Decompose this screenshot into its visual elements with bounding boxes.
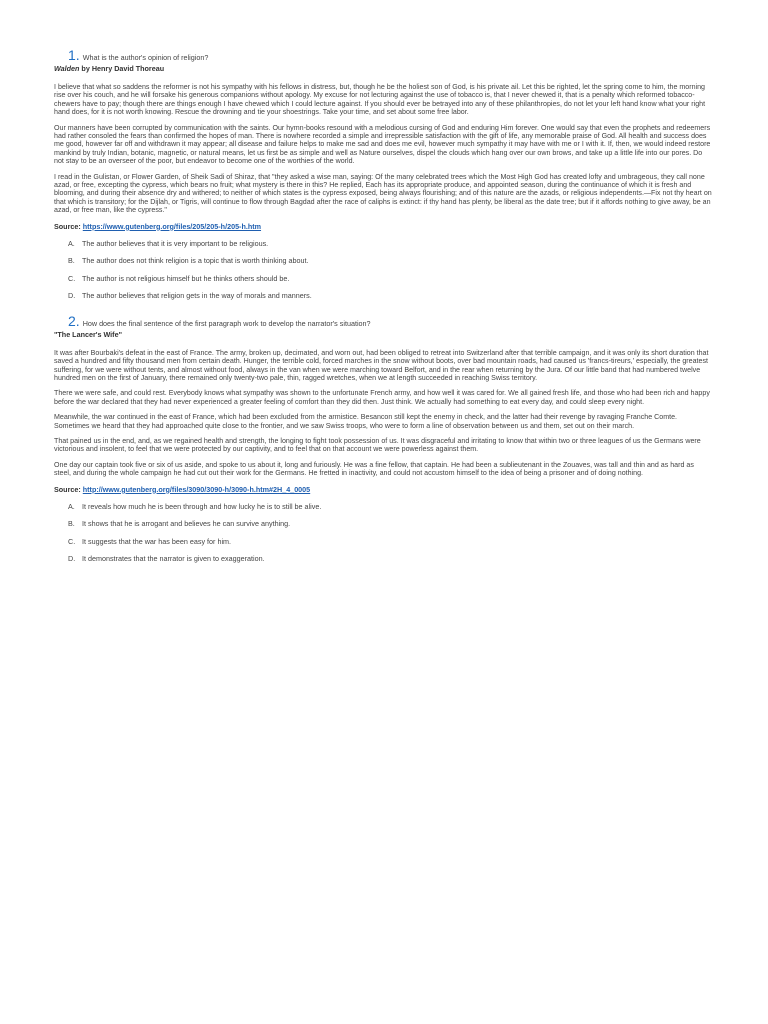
passage-paragraph: I read in the Gulistan, or Flower Garden, of Sheik Sadi of Shiraz, that "they asked a wise man, saying: Of the many celebrated trees which the Most High God has created lofty and umbrageous, they call none azad, or free, excepting the cypress, which bears no fruit; what mystery is there in this? He replied, Each has its appropriate produce, and appointed season, during the continuance of which it is fresh and blooming, and during their absence dry and withered; to neither of which states is the cypress exposed, being always flourishing; and of this nature are the azads, or religious independents.—Fix not thy heart on that which is transitory; for the Dijlah, or Tigris, will continue to flow through Bagdad after the race of caliphs is extinct: if thy hand has plenty, be liberal as the date tree; but if it affords nothing to give away, be an azad, or free man, like the cypress." [54, 172, 712, 215]
source-line [54, 222, 712, 231]
choice-letter: C. [68, 536, 76, 546]
answer-choice[interactable] [68, 292, 712, 301]
answer-choice[interactable] [68, 555, 712, 564]
passage-paragraph: I believe that what so saddens the reformer is not his sympathy with his fellows in distress, but, though he be the holiest son of God, is his private ail. Let this be righted, let the spring come to him, the morning rise over his couch, and he will forsake his generous companions without apology. My excuse for not lecturing against the use of tobacco is, that I never chewed it, that is a penalty which reformed tobacco-chewers have to pay; though there are things enough I have chewed which I could lecture against. If you should ever be betrayed into any of these philanthropies, do not let your left hand know what your right hand does, for it is not worth knowing. Rescue the drowning and tie your shoestrings. Take your time, and set about some free labor. [54, 83, 706, 117]
source-link[interactable]: https://www.gutenberg.org/files/205/205-h/205-h.htm [82, 221, 262, 231]
question-header [68, 312, 712, 330]
passage-paragraph: Meanwhile, the war continued in the east of France, which had been excluded from the armistice. Besancon still kept the enemy in check, and the latter had their revenge by ravaging Franche Comte. Sometimes we heard that they had approached quite close to the frontier, and we saw Swiss troops, who were to form a line of observation between us and them, set out on their march. [54, 413, 678, 430]
question-1 [54, 49, 712, 301]
answer-choice[interactable] [68, 538, 712, 547]
choice-text: The author is not religious himself but he thinks others should be. [82, 273, 290, 283]
choice-letter: B. [68, 519, 75, 529]
answer-choices [54, 240, 712, 301]
choice-letter: B. [68, 256, 75, 266]
work-title [54, 330, 712, 339]
choice-letter: D. [68, 554, 76, 564]
question-number: 2. [68, 312, 80, 329]
answer-choice[interactable] [68, 257, 712, 266]
question-number: 1. [68, 47, 80, 63]
choice-text: It demonstrates that the narrator is given to exaggeration. [82, 554, 265, 564]
choice-letter: A. [68, 238, 75, 248]
answer-choice[interactable] [68, 240, 712, 249]
question-2 [54, 312, 712, 564]
choice-letter: D. [68, 291, 76, 301]
passage-paragraph: That pained us in the end, and, as we regained health and strength, the longing to fight took possession of us. It was disgraceful and irritating to know that within two or three leagues of us the Germans were victorious and insolent, to feel that we were protected by our captivity, and to feel that on that account we were powerless against them. [54, 436, 701, 454]
answer-choice[interactable] [68, 520, 712, 529]
question-prompt: What is the author's opinion of religion? [82, 53, 209, 62]
answer-choices [54, 503, 712, 564]
passage-paragraph: One day our captain took five or six of us aside, and spoke to us about it, long and furiously. He was a fine fellow, that captain. He had been a sublieutenant in the Zouaves, was tall and thin and as hard as steel, and during the whole campaign he had cut out their work for the Germans. He fretted in inactivity, and could not accustom himself to the idea of being a prisoner and of doing nothing. [54, 460, 694, 478]
passage-paragraph: Our manners have been corrupted by communication with the saints. Our hymn-books resound with a melodious cursing of God and enduring Him forever. One would say that even the prophets and redeemers had rather consoled the fears than confirmed the hopes of man. There is nowhere recorded a simple and irrepressible satisfaction with the gift of life, any memorable praise of God. All health and success does me good, however far off and withdrawn it may appear; all disease and failure helps to make me sad and does me evil, however much sympathy it may have with me or I with it. If, then, we would indeed restore mankind by truly Indian, botanic, magnetic, or natural means, let us first be as simple and well as Nature ourselves, dispel the clouds which hang over our own brows, and take up a little life into our pores. Do not stay to be an overseer of the poor, but endeavor to become one of the worthies of the world. [54, 123, 711, 166]
work-title-author: by Henry David Thoreau [79, 64, 165, 73]
source-line [54, 485, 712, 494]
choice-text: The author believes that religion gets in the way of morals and manners. [82, 291, 312, 301]
answer-choice[interactable] [68, 503, 712, 512]
question-prompt: How does the final sentence of the first paragraph work to develop the narrator's situation? [82, 318, 371, 328]
work-title [54, 64, 712, 73]
source-link[interactable]: http://www.gutenberg.org/files/3090/3090-h/3090-h.htm#2H_4_0005 [82, 484, 311, 494]
choice-text: It suggests that the war has been easy for him. [82, 536, 232, 546]
question-header [68, 49, 712, 64]
choice-letter: A. [68, 501, 75, 511]
choice-text: The author believes that it is very important to be religious. [82, 238, 269, 248]
choice-text: It shows that he is arrogant and believes he can survive anything. [82, 519, 291, 529]
source-label: Source: [54, 484, 81, 494]
choice-text: The author does not think religion is a topic that is worth thinking about. [82, 256, 309, 266]
answer-choice[interactable] [68, 275, 712, 284]
choice-text: It reveals how much he is been through and how lucky he is to still be alive. [82, 501, 322, 511]
passage-paragraph: There we were safe, and could rest. Everybody knows what sympathy was shown to the unfortunate French army, and how well it was cared for. We all gained fresh life, and those who had been rich and happy before the war declared that they had never experienced a greater feeling of comfort than they did then. Just think. We actually had something to eat every day, and could sleep every night. [54, 389, 710, 406]
passage-paragraph: It was after Bourbaki's defeat in the east of France. The army, broken up, decimated, and worn out, had been obliged to retreat into Switzerland after that terrible campaign, and it was only its short duration that saved a hundred and fifty thousand men from certain death. Hunger, the terrible cold, forced marches in the snow without boots, over bad mountain roads, had caused us 'francs-tireurs,' especially, the greatest suffering, for we were without tents, and almost without food, always in the van when we were marching toward Belfort, and in the rear when returning by the Jura. Of our little band that had numbered twelve hundred men on the first of January, there remained only twenty-two pale, thin, ragged wretches, when we at length succeeded in reaching Swiss territory. [54, 348, 709, 382]
choice-letter: C. [68, 273, 76, 283]
work-title-italic: Walden [54, 64, 80, 73]
source-label: Source: [54, 221, 81, 231]
work-title-text: "The Lancer's Wife" [54, 329, 122, 339]
